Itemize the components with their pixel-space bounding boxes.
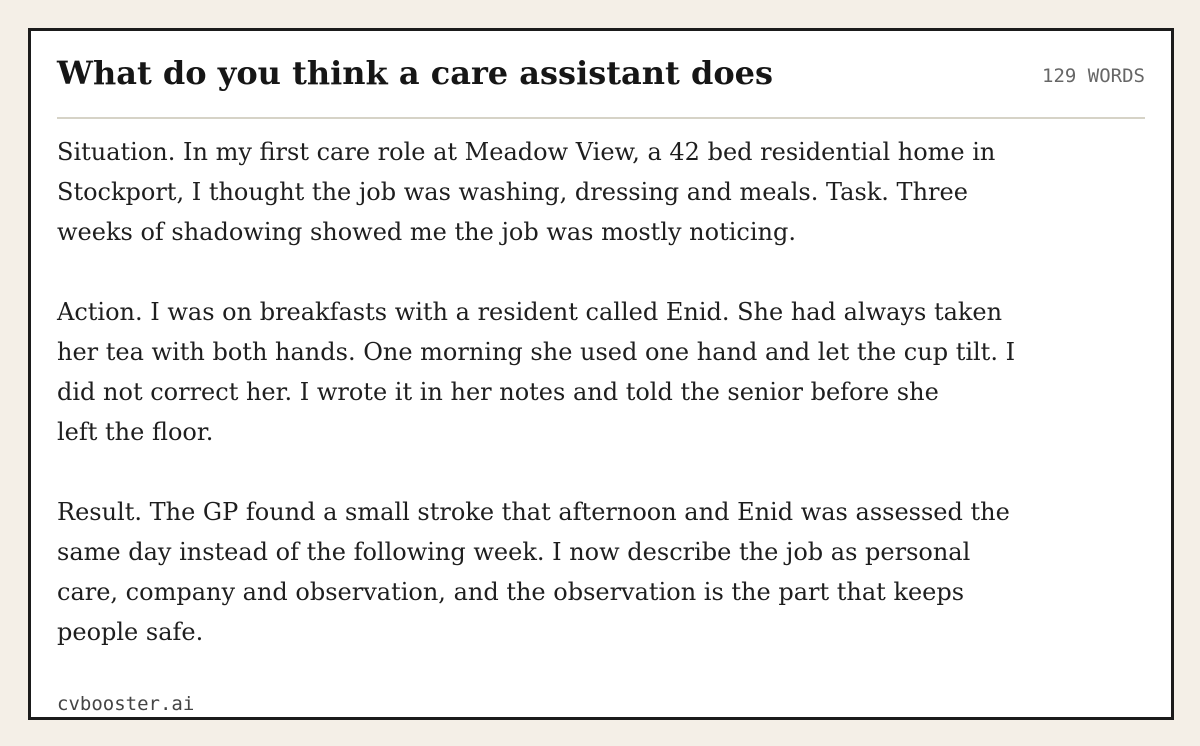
brand-footer: cvbooster.ai: [57, 693, 195, 715]
text-line: Situation. In my first care role at Meadow View, a 42 bed residential home in: [57, 138, 996, 166]
text-line: Result. The GP found a small stroke that afternoon and Enid was assessed the: [57, 498, 1010, 526]
text-line: her tea with both hands. One morning she used one hand and let the cup tilt. I: [57, 338, 1016, 366]
text-line: left the floor.: [57, 418, 214, 446]
answer-body: [57, 132, 1017, 692]
text-line: Action. I was on breakfasts with a resident called Enid. She had always taken: [57, 298, 1003, 326]
word-count-label: 129 WORDS: [1042, 65, 1145, 87]
text-line: same day instead of the following week. I now describe the job as personal: [57, 538, 971, 566]
answer-paragraph-situation: [57, 132, 1017, 252]
card-header: [57, 51, 1145, 119]
text-line: people safe.: [57, 618, 204, 646]
text-line: care, company and observation, and the observation is the part that keeps: [57, 578, 965, 606]
question-title: What do you think a care assistant does: [57, 54, 774, 92]
answer-card: [28, 28, 1174, 720]
text-line: Stockport, I thought the job was washing, dressing and meals. Task. Three: [57, 178, 968, 206]
answer-paragraph-result: [57, 492, 1017, 652]
answer-paragraph-action: [57, 292, 1017, 452]
text-line: weeks of shadowing showed me the job was mostly noticing.: [57, 218, 796, 246]
text-line: did not correct her. I wrote it in her notes and told the senior before she: [57, 378, 939, 406]
